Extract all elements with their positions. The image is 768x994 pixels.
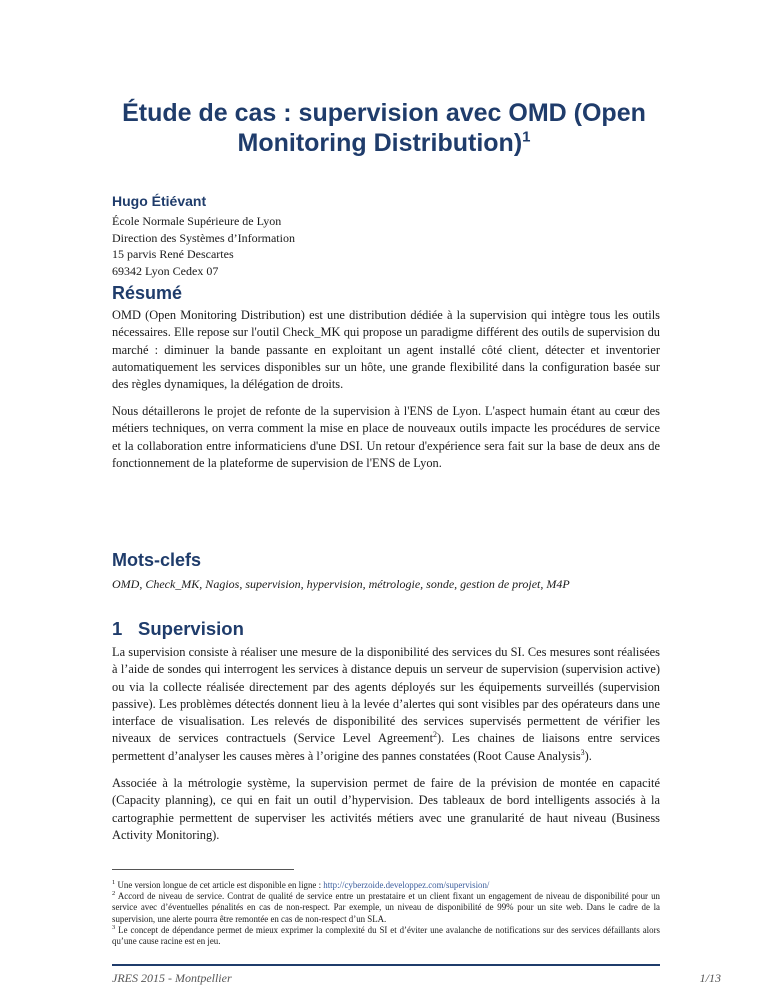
author-name: Hugo Étiévant: [112, 193, 207, 209]
section-title: Supervision: [138, 618, 244, 639]
section-number: 1: [112, 618, 123, 639]
paper-title: [96, 98, 672, 158]
footnote-divider: [112, 869, 294, 870]
footnote-1: [112, 880, 660, 891]
footnote-text: Une version longue de cet article est disponible en ligne :: [115, 880, 324, 890]
footnote-mark: 1: [112, 879, 116, 887]
paragraph-text: ). Les chaines de liaisons entre services permettent d’analyser les causes mères à l’origine des pannes constatées (Root Cause Analysis: [112, 731, 660, 763]
abstract-paragraph-2: Nous détaillerons le projet de refonte de la supervision à l'ENS de Lyon. L'aspect humain étant au cœur des métiers techniques, on verra comment la mise en place de nouveaux outils impacte les procédures de service et la collaboration entre informaticiens d'une DSI. Un retour d'expérience sera fait sur la base de deux ans de fonctionnement de la plateforme de supervision de l'ENS de Lyon.: [112, 404, 660, 470]
footnote-mark: 3: [112, 923, 116, 931]
footnote-ref-2[interactable]: 2: [433, 730, 438, 740]
affiliation-line: 15 parvis René Descartes: [112, 247, 234, 261]
title-footnote-mark: 1: [522, 128, 531, 146]
section-1-paragraph-1: [112, 644, 660, 765]
author-affiliation: [112, 213, 295, 279]
footnote-text: Le concept de dépendance permet de mieux exprimer la complexité du SI et d’éviter une avalanche de notifications sur des services défaillants alors qu’une cause racine est en jeu.: [112, 924, 660, 947]
footnote-ref-3[interactable]: 3: [580, 747, 585, 757]
section-1-heading: [112, 618, 244, 640]
title-line-2: Monitoring Distribution): [237, 129, 523, 157]
abstract-paragraph-1: OMD (Open Monitoring Distribution) est une distribution dédiée à la supervision qui intègre tous les outils nécessaires. Elle repose sur l'outil Check_MK qui propose un paradigme différent des outils de supervision du marché : diminuer la bande passante en exploitant un agent installé côté client, détecter et inventorier automatiquement les services disponibles sur un hôte, une grande flexibilité dans la configuration basée sur des règles dynamiques, la délégation de droits.: [112, 308, 660, 392]
footnotes: [112, 880, 660, 947]
footnote-link[interactable]: http://cyberzoide.developpez.com/supervision/: [323, 880, 490, 890]
paragraph-text: La supervision consiste à réaliser une mesure de la disponibilité des services du SI. Ces mesures sont réalisées à l’aide de sondes qui interrogent les services à distance depuis un serveur de supervision (supervision active) ou via la collecte réalisée directement par des agents déployés sur les équipements surveillés (supervision passive). Les problèmes détectés donnent lieu à la levée d’alertes qui sont visibles par des opérateurs dans une interface de visualisation. Les relevés de disponibilité des services supervisés permettent de vérifier les niveaux de services contractuels (Service Level Agreement: [112, 645, 660, 746]
section-1-paragraph-2: Associée à la métrologie système, la supervision permet de faire de la prévision de montée en capacité (Capacity planning), ce qui en fait un outil d’hypervision. Des tableaux de bord intelligents associés à la cartographie permettent de superviser les activités métiers avec une granularité de haut niveau (Business Activity Monitoring).: [112, 776, 660, 842]
keywords-text: OMD, Check_MK, Nagios, supervision, hypervision, métrologie, sonde, gestion de projet, M4P: [112, 577, 570, 591]
footnote-2: [112, 891, 660, 925]
footnote-text: Accord de niveau de service. Contrat de qualité de service entre un prestataire et un client fixant un engagement de niveau de disponibilité pour un service avec d’éventuelles pénalités en cas de non-respect. Par exemple, un niveau de disponibilité de 99% pour un site web. Dans le cadre de la supervision, une alerte pourra être remontée en cas de non-respect d’un SLA.: [112, 891, 660, 924]
keywords-heading: Mots-clefs: [112, 550, 202, 570]
abstract-heading: Résumé: [112, 283, 183, 303]
footnote-mark: 2: [112, 890, 116, 898]
title-line-1: Étude de cas : supervision avec OMD (Open: [122, 99, 646, 127]
footnote-3: [112, 925, 660, 947]
paragraph-text: ).: [584, 748, 592, 763]
page-number: 1/13: [699, 971, 721, 985]
footer-divider: [112, 964, 660, 966]
affiliation-line: Direction des Systèmes d’Information: [112, 230, 295, 245]
affiliation-line: 69342 Lyon Cedex 07: [112, 263, 219, 278]
affiliation-line: École Normale Supérieure de Lyon: [112, 214, 282, 228]
footer-conference: JRES 2015 - Montpellier: [112, 971, 232, 985]
